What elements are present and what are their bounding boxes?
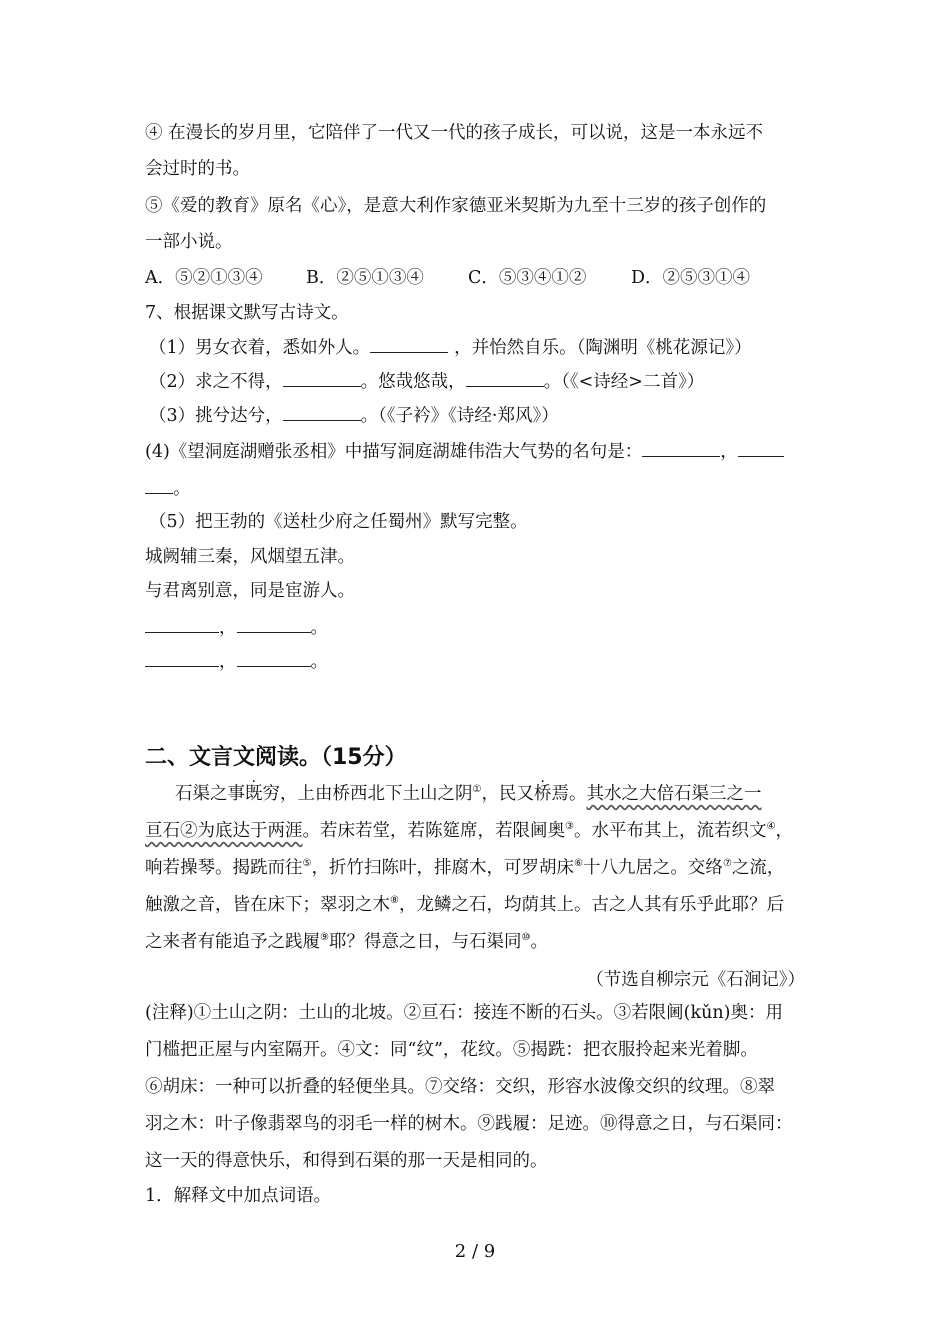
poem-blank-line-2 xyxy=(145,650,328,674)
q6-item5-line1: ⑤《爱的教育》原名《心》，是意大利作家德亚米契斯为九至十三岁的孩子创作的 xyxy=(145,196,767,216)
answer-blank[interactable] xyxy=(738,440,784,457)
q7-part3 xyxy=(149,404,559,428)
footnote-ref: ⑩ xyxy=(521,932,531,944)
q7-part3-text-a: （3）挑兮达兮， xyxy=(149,406,283,426)
q7-part4-cont xyxy=(145,477,191,501)
note-line-1: (注释)①土山之阴：土山的北坡。②亘石：接连不断的石头。③若限阃(kǔn)奥：用 xyxy=(145,1003,783,1023)
q1-title: 1．解释文中加点词语。 xyxy=(145,1186,332,1206)
q7-part2-text-c: 。（《<诗经>二首》） xyxy=(543,372,705,392)
footnote-ref: ⑥ xyxy=(573,858,583,870)
passage-text: ， xyxy=(775,821,793,841)
period: 。 xyxy=(310,618,328,638)
dotted-word: 桥 xyxy=(533,784,552,804)
answer-blank[interactable] xyxy=(283,404,361,421)
q7-part1-text-a: （1）男女衣着，悉如外人。 xyxy=(149,338,371,358)
passage-text: 。水平布其上，流若织文 xyxy=(573,821,767,841)
comma: ， xyxy=(219,618,237,638)
answer-blank[interactable] xyxy=(237,650,311,667)
q6-item5-line2: 一部小说。 xyxy=(145,232,233,252)
passage-source: （节选自柳宗元《石涧记》） xyxy=(586,970,805,990)
passage-text: 十八九居之。交络 xyxy=(582,858,723,878)
page-number: 2 / 9 xyxy=(454,1241,496,1262)
q7-part2-text-a: （2）求之不得， xyxy=(149,372,283,392)
q7-part4-comma: ， xyxy=(720,442,738,462)
passage-text: ，折竹扫陈叶，排腐木，可罗胡床 xyxy=(311,858,574,878)
footnote-ref: ⑧ xyxy=(390,895,399,907)
passage-text: 耶？得意之日，与石渠同 xyxy=(328,932,522,952)
q7-part3-text-b: 。（《子衿》《诗经·郑风》） xyxy=(360,406,559,426)
answer-blank[interactable] xyxy=(145,477,173,494)
q6-item4-line1: ④ 在漫长的岁月里，它陪伴了一代又一代的孩子成长，可以说，这是一本永远不 xyxy=(145,123,764,143)
q7-part2-text-b: 。悠哉悠哉， xyxy=(360,372,466,392)
wavy-underlined-text: 其水之大倍石渠三之一 xyxy=(586,784,762,804)
poem-blank-line-1 xyxy=(145,616,328,640)
q7-part2 xyxy=(149,370,704,394)
passage-text: 。若床若堂，若陈筵席，若限阃奥 xyxy=(302,821,565,841)
note-line-5: 这一天的得意快乐，和得到石渠的那一天是相同的。 xyxy=(145,1151,548,1171)
q6-item4-line2: 会过时的书。 xyxy=(145,159,250,179)
q7-part5: （5）把王勃的《送杜少府之任蜀州》默写完整。 xyxy=(149,512,528,532)
passage-line-1 xyxy=(175,782,761,806)
q7-part4 xyxy=(145,440,784,464)
q7-part1 xyxy=(149,336,752,360)
answer-blank[interactable] xyxy=(237,616,311,633)
answer-blank[interactable] xyxy=(466,370,544,387)
section-heading: 二、文言文阅读。（15分） xyxy=(145,745,407,770)
q6-option-c: C．⑤③④①② xyxy=(468,268,587,288)
passage-text: 。 xyxy=(530,932,548,952)
note-line-4: 羽之木：叶子像翡翠鸟的羽毛一样的树木。⑨践履：足迹。⑩得意之日，与石渠同： xyxy=(145,1114,793,1134)
passage-line-2 xyxy=(145,819,793,843)
passage-text: 响若操琴。揭跣而往 xyxy=(145,858,303,878)
passage-text: 焉。 xyxy=(551,784,587,804)
poem-line-2: 与君离别意，同是宦游人。 xyxy=(145,581,355,601)
passage-text: 石渠之事 xyxy=(175,784,245,804)
note-line-3: ⑥胡床：一种可以折叠的轻便坐具。⑦交络：交织，形容水波像交织的纹理。⑧翠 xyxy=(145,1077,775,1097)
footnote-ref: ④ xyxy=(766,821,776,833)
passage-line-5 xyxy=(145,930,548,954)
q7-part1-text-b: ，并怡然自乐。（陶渊明《桃花源记》） xyxy=(454,338,752,358)
q7-part4-text-a: (4)《望洞庭湖赠张丞相》中描写洞庭湖雄伟浩大气势的名句是： xyxy=(145,442,643,462)
dotted-word: 既 xyxy=(245,784,263,804)
q6-option-b: B．②⑤①③④ xyxy=(306,268,424,288)
footnote-ref: ③ xyxy=(565,821,574,833)
note-line-2: 门槛把正屋与内室隔开。④文：同“纹”，花纹。⑤揭跣：把衣服拎起来光着脚。 xyxy=(145,1040,758,1060)
passage-text: 穷，上由桥西北下土山之阴 xyxy=(262,784,473,804)
passage-text: 之来者有能追予之践履 xyxy=(145,932,320,952)
wavy-underlined-text: 亘石②为底达于两涯 xyxy=(145,821,303,841)
q6-option-d: D．②⑤③①④ xyxy=(631,268,751,288)
passage-text: 触激之音，皆在床下；翠羽之木 xyxy=(145,895,390,915)
passage-line-4 xyxy=(145,893,784,917)
answer-blank[interactable] xyxy=(642,440,720,457)
q7-part4-period: 。 xyxy=(173,479,191,499)
passage-line-3 xyxy=(145,856,784,880)
passage-text: 之流， xyxy=(731,858,785,878)
passage-text: ，民又 xyxy=(481,784,534,804)
footnote-ref: ⑦ xyxy=(722,858,732,870)
answer-blank[interactable] xyxy=(145,650,219,667)
comma: ， xyxy=(219,652,237,672)
period: 。 xyxy=(310,652,328,672)
answer-blank[interactable] xyxy=(283,370,361,387)
poem-line-1: 城阙辅三秦，风烟望五津。 xyxy=(145,547,355,567)
q7-title: 7、根据课文默写古诗文。 xyxy=(145,303,349,323)
q6-option-a: A．⑤②①③④ xyxy=(145,268,263,288)
passage-text: ，龙鳞之石，均荫其上。古之人其有乐乎此耶？后 xyxy=(398,895,784,915)
footnote-ref: ⑤ xyxy=(302,858,312,870)
answer-blank[interactable] xyxy=(145,616,219,633)
answer-blank[interactable] xyxy=(370,336,448,353)
footnote-ref: ① xyxy=(472,784,482,796)
footnote-ref: ⑨ xyxy=(320,932,329,944)
